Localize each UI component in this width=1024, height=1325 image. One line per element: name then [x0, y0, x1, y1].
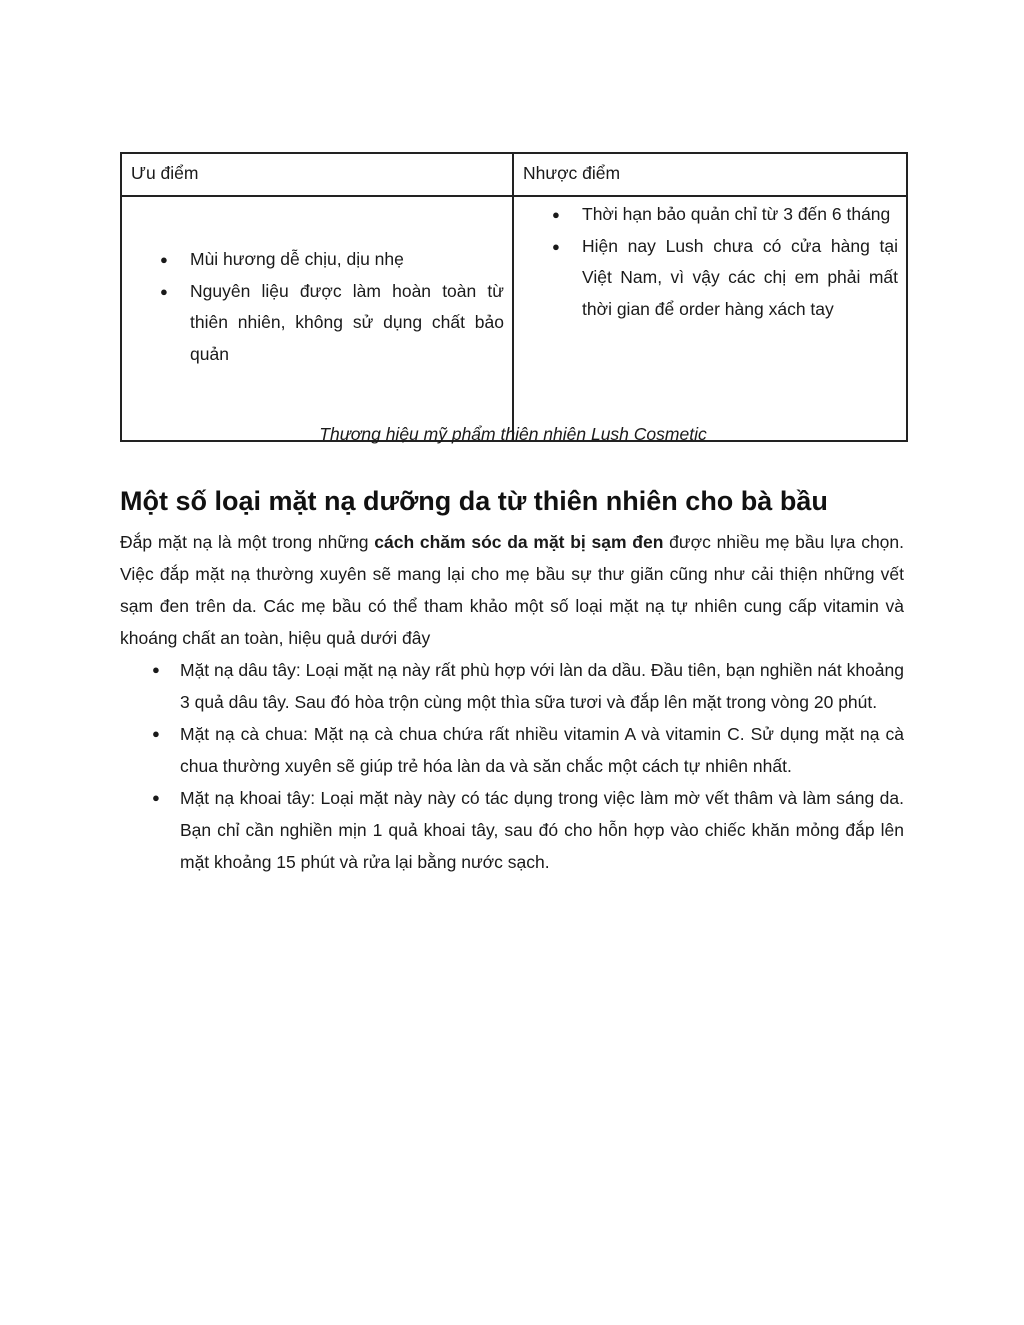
list-item — [122, 276, 504, 371]
cons-cell — [513, 196, 907, 441]
list-item — [514, 231, 898, 326]
pros-list — [122, 244, 504, 370]
section-body — [120, 526, 904, 878]
pros-cons-table — [120, 152, 908, 442]
intro-text-end: được nhiều mẹ bầu lựa chọn. Việc đắp mặt nạ thường xuyên sẽ mang lại cho mẹ bầu sự thư giãn cũng như cải thiện những vết sạm đen trên da. Các mẹ bầu có thể tham khảo một số loại mặt nạ tự nhiên cung cấp vitamin và khoáng chất an toàn, hiệu quả dưới đây — [120, 532, 904, 648]
cons-header: Nhược điểm — [513, 153, 907, 196]
list-item — [514, 199, 898, 231]
section-title: Một số loại mặt nạ dưỡng da từ thiên nhiên cho bà bầu — [120, 486, 828, 516]
bullet-icon: ● — [160, 252, 168, 267]
mask-list — [120, 654, 904, 878]
pros-item-text: Mùi hương dễ chịu, dịu nhẹ — [190, 249, 404, 269]
list-item — [120, 718, 904, 782]
table-row — [121, 196, 907, 441]
pros-item-text: Nguyên liệu được làm hoàn toàn từ thiên nhiên, không sử dụng chất bảo quản — [190, 280, 504, 364]
cons-item-text: Thời hạn bảo quản chỉ từ 3 đến 6 tháng — [582, 204, 891, 224]
bullet-icon: ● — [152, 662, 160, 677]
mask-item-text: Mặt nạ khoai tây: Loại mặt này này có tác dụng trong việc làm mờ vết thâm và làm sáng da. Bạn chỉ cần nghiền mịn 1 quả khoai tây, sau đó cho hỗn hợp vào chiếc khăn mỏng đắp lên mặt khoảng 15 phút và rửa lại bằng nước sạch. — [180, 788, 904, 872]
bullet-icon: ● — [552, 238, 560, 254]
pros-cell — [121, 196, 513, 441]
bullet-icon: ● — [552, 207, 560, 222]
table-caption: Thương hiệu mỹ phẩm thiên nhiên Lush Cosmetic — [319, 424, 707, 444]
cons-item-text: Hiện nay Lush chưa có cửa hàng tại Việt Nam, vì vậy các chị em phải mất thời gian để order hàng xách tay — [582, 235, 898, 319]
list-item — [120, 654, 904, 718]
bullet-icon: ● — [160, 283, 168, 299]
bullet-icon: ● — [152, 790, 160, 805]
mask-item-text: Mặt nạ dâu tây: Loại mặt nạ này rất phù hợp với làn da dầu. Đầu tiên, bạn nghiền nát khoảng 3 quả dâu tây. Sau đó hòa trộn cùng một thìa sữa tươi và đắp lên mặt trong vòng 20 phút. — [180, 660, 904, 712]
pros-header: Ưu điểm — [121, 153, 513, 196]
cons-list — [514, 199, 898, 325]
table-header-row — [121, 153, 907, 196]
list-item — [122, 244, 504, 276]
intro-paragraph — [120, 526, 904, 654]
list-item — [120, 782, 904, 878]
bullet-icon: ● — [152, 726, 160, 741]
intro-bold-link-text: cách chăm sóc da mặt bị sạm đen — [374, 532, 664, 552]
intro-text-start: Đắp mặt nạ là một trong những — [120, 532, 375, 552]
mask-item-text: Mặt nạ cà chua: Mặt nạ cà chua chứa rất nhiều vitamin A và vitamin C. Sử dụng mặt nạ cà chua thường xuyên sẽ giúp trẻ hóa làn da và săn chắc một cách tự nhiên nhất. — [180, 724, 904, 776]
